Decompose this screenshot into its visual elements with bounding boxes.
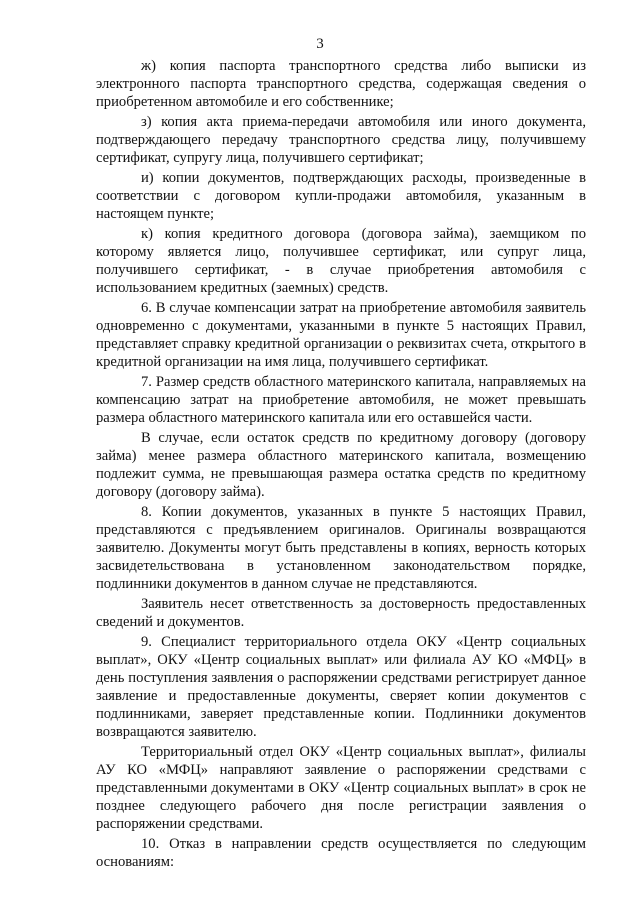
- paragraph-6-bank-certificate: 6. В случае компенсации затрат на приобретение автомобиля заявитель одновременно с документами, указанными в пункте 5 настоящих Правил, представляет справку кредитной организации о реквизитах счета, открытого в кредитной организации на имя лица, получившего сертификат.: [96, 300, 586, 370]
- paragraph-i-expense-documents: и) копии документов, подтверждающих расходы, произведенные в соответствии с договором купли-продажи автомобиля, указанным в настоящем пункте;: [96, 170, 586, 222]
- paragraph-z-transfer-act: з) копия акта приема-передачи автомобиля или иного документа, подтверждающего передачу транспортного средства лицу, получившему сертификат, супругу лица, получившего сертификат;: [96, 114, 586, 166]
- paragraph-9-specialist-registration: 9. Специалист территориального отдела ОКУ «Центр социальных выплат», ОКУ «Центр социальных выплат» или филиала АУ КО «МФЦ» в день поступления заявления о распоряжении средствами регистрирует данное заявление и предоставленные документы, сверяет копии документов с подлинниками, заверяет представленные копии. Подлинники документов возвращаются заявителю.: [96, 634, 586, 740]
- paragraph-7-capital-amount: 7. Размер средств областного материнского капитала, направляемых на компенсацию затрат на приобретение автомобиля, не может превышать размера областного материнского капитала или его оставшейся части.: [96, 374, 586, 426]
- paragraph-10-refusal-grounds: 10. Отказ в направлении средств осуществляется по следующим основаниям:: [96, 836, 586, 870]
- paragraph-k-credit-agreement: к) копия кредитного договора (договора займа), заемщиком по которому является лицо, получившее сертификат, или супруг лица, получившего сертификат, - в случае приобретения автомобиля с использованием кредитных (заемных) средств.: [96, 226, 586, 296]
- paragraph-zh-passport-copy: ж) копия паспорта транспортного средства либо выписки из электронного паспорта транспортного средства, содержащая сведения о приобретенном автомобиле и его собственнике;: [96, 58, 586, 110]
- paragraph-9-forwarding: Территориальный отдел ОКУ «Центр социальных выплат», филиалы АУ КО «МФЦ» направляют заявление о распоряжении средствами с представленными документами в ОКУ «Центр социальных выплат» в срок не позднее следующего рабочего дня после регистрации заявления о распоряжении средствами.: [96, 744, 586, 832]
- page-number: 3: [316, 36, 324, 52]
- document-body: [96, 57, 586, 871]
- paragraph-7-credit-balance: В случае, если остаток средств по кредитному договору (договору займа) менее размера областного материнского капитала, возмещению подлежит сумма, не превышающая размера остатка средств по кредитному договору (договору займа).: [96, 430, 586, 500]
- paragraph-8-document-copies: 8. Копии документов, указанных в пункте 5 настоящих Правил, представляются с предъявлением оригиналов. Оригиналы возвращаются заявителю. Документы могут быть представлены в копиях, верность которых засвидетельствована в установленном законодательством порядке, подлинники документов в данном случае не представляются.: [96, 504, 586, 592]
- paragraph-8-applicant-responsibility: Заявитель несет ответственность за достоверность предоставленных сведений и документов.: [96, 596, 586, 630]
